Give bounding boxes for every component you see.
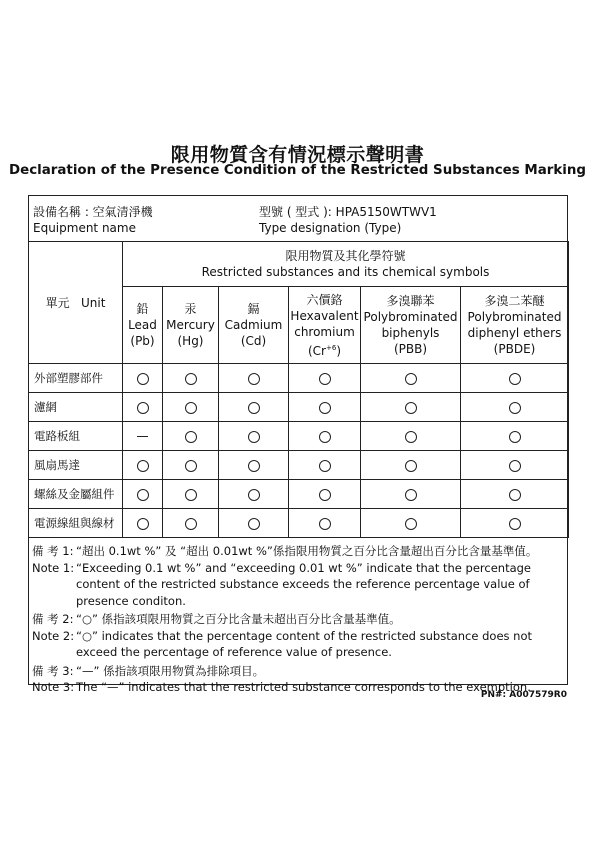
circle-mark-icon xyxy=(248,489,260,501)
circle-mark-icon xyxy=(248,431,260,443)
part-name: 電路板組 xyxy=(29,422,123,451)
circle-mark-icon xyxy=(185,460,197,472)
note-text: The “—” indicates that the restricted substance corresponds to the exemption. xyxy=(76,680,531,694)
substances-group-header xyxy=(123,242,569,287)
substance-mark-cell xyxy=(289,393,361,422)
circle-mark-icon xyxy=(319,373,331,385)
substance-mark-cell xyxy=(461,422,569,451)
circle-mark-icon xyxy=(405,489,417,501)
substance-mark-cell xyxy=(123,509,163,538)
substance-mark-cell xyxy=(123,451,163,480)
note-row xyxy=(32,611,568,628)
circle-mark-icon xyxy=(509,402,521,414)
circle-mark-icon xyxy=(319,489,331,501)
restricted-substances-table xyxy=(28,241,569,538)
circle-mark-icon xyxy=(405,460,417,472)
substance-name-cn: 鎘 xyxy=(247,302,260,316)
substance-symbol-base: (Cr xyxy=(307,343,326,358)
note-row xyxy=(32,560,568,610)
equipment-name-en: Equipment name xyxy=(33,221,136,235)
substance-name-line: Polybrominated xyxy=(363,310,458,324)
substance-mark-cell xyxy=(163,422,219,451)
substance-header-1 xyxy=(163,287,219,364)
substance-mark-cell xyxy=(461,509,569,538)
note-label: 備 考 3: xyxy=(32,663,74,678)
substance-header-4 xyxy=(361,287,461,364)
notes-section xyxy=(32,543,568,696)
substance-mark-cell xyxy=(123,364,163,393)
note-row xyxy=(32,543,568,560)
note-text: “Exceeding 0.1 wt %” and “exceeding 0.01 wt %” indicate that the percentage content of the restricted substance exceeds the reference percentage value of presence conditon. xyxy=(76,560,531,608)
substance-header-3 xyxy=(289,287,361,364)
note-label: 備 考 1: xyxy=(32,544,74,558)
table-row xyxy=(29,364,569,393)
substance-name-cn: 多溴二苯醚 xyxy=(484,294,545,308)
unit-header: 單元 Unit xyxy=(29,242,123,364)
substance-mark-cell xyxy=(219,480,289,509)
type-designation-en: Type designation (Type) xyxy=(259,221,402,235)
circle-mark-icon xyxy=(185,402,197,414)
part-name: 螺絲及金屬組件 xyxy=(29,480,123,509)
substance-symbol xyxy=(289,340,360,359)
part-name: 電源線組與線材 xyxy=(29,509,123,538)
part-name: 風扇馬達 xyxy=(29,451,123,480)
circle-mark-icon xyxy=(509,373,521,385)
substance-name-line: chromium xyxy=(294,324,355,339)
part-number: PN#: A007579R0 xyxy=(480,690,567,700)
substance-mark-cell xyxy=(289,509,361,538)
substance-name-cn: 六價鉻 xyxy=(306,292,343,307)
note-label: Note 3: xyxy=(32,680,75,694)
substance-mark-cell xyxy=(289,451,361,480)
substance-name-line: Mercury xyxy=(166,318,215,332)
substance-header-0 xyxy=(123,287,163,364)
substance-name-line: (PBDE) xyxy=(493,342,536,356)
substances-group-header-cn: 限用物質及其化學符號 xyxy=(285,249,406,263)
circle-mark-icon xyxy=(185,431,197,443)
substance-header-2 xyxy=(219,287,289,364)
substance-mark-cell xyxy=(289,422,361,451)
substance-mark-cell xyxy=(123,480,163,509)
substance-mark-cell xyxy=(163,393,219,422)
substance-mark-cell xyxy=(361,451,461,480)
substance-mark-cell xyxy=(461,480,569,509)
circle-mark-icon xyxy=(509,518,521,530)
substance-mark-cell xyxy=(219,422,289,451)
substance-name-cn: 多溴聯苯 xyxy=(386,294,435,308)
circle-mark-icon xyxy=(137,518,149,530)
circle-mark-icon xyxy=(319,518,331,530)
substance-mark-cell xyxy=(163,364,219,393)
substance-mark-cell xyxy=(461,451,569,480)
circle-mark-icon xyxy=(185,373,197,385)
type-designation-cn: 型號 ( 型式 ): HPA5150WTWV1 xyxy=(259,205,437,219)
circle-mark-icon xyxy=(509,460,521,472)
note-row xyxy=(32,628,568,661)
circle-mark-icon xyxy=(137,402,149,414)
circle-mark-icon xyxy=(137,460,149,472)
circle-mark-icon xyxy=(509,431,521,443)
circle-mark-icon xyxy=(405,518,417,530)
substance-mark-cell xyxy=(461,393,569,422)
dash-mark-icon xyxy=(137,436,148,437)
substance-mark-cell xyxy=(361,364,461,393)
circle-mark-icon xyxy=(185,489,197,501)
document-title-english: Declaration of the Presence Condition of the Restricted Substances Marking xyxy=(9,163,586,178)
substance-name-line: (PBB) xyxy=(393,342,428,356)
table-row xyxy=(29,393,569,422)
substance-name-line: Lead xyxy=(128,318,157,332)
substance-mark-cell xyxy=(219,451,289,480)
substance-mark-cell xyxy=(219,364,289,393)
circle-mark-icon xyxy=(509,489,521,501)
table-row xyxy=(29,509,569,538)
circle-mark-icon xyxy=(137,373,149,385)
substance-mark-cell xyxy=(219,393,289,422)
substance-mark-cell xyxy=(163,509,219,538)
substance-name-line: (Hg) xyxy=(177,334,204,348)
substance-mark-cell xyxy=(289,480,361,509)
type-designation-block xyxy=(259,204,437,236)
equipment-name-cn: 設備名稱 : 空氣清淨機 xyxy=(33,205,153,219)
circle-mark-icon xyxy=(185,518,197,530)
substance-mark-cell xyxy=(163,480,219,509)
substance-mark-cell xyxy=(123,393,163,422)
equipment-name-block xyxy=(33,204,153,236)
substance-name-line: diphenyl ethers xyxy=(467,326,562,340)
substance-mark-cell xyxy=(361,422,461,451)
circle-mark-icon xyxy=(137,489,149,501)
substance-name-cn: 汞 xyxy=(184,302,197,316)
substance-name-line: Cadmium xyxy=(224,318,283,332)
circle-mark-icon xyxy=(248,460,260,472)
circle-mark-icon xyxy=(405,373,417,385)
substance-mark-cell xyxy=(361,393,461,422)
table-row xyxy=(29,480,569,509)
substance-symbol-end: ) xyxy=(336,343,341,358)
substance-mark-cell xyxy=(361,480,461,509)
substance-mark-cell xyxy=(123,422,163,451)
substances-group-header-en: Restricted substances and its chemical symbols xyxy=(201,265,490,279)
circle-mark-icon xyxy=(248,518,260,530)
circle-mark-icon xyxy=(405,431,417,443)
substance-name-line: biphenyls xyxy=(381,326,440,340)
note-label: Note 1: xyxy=(32,560,75,575)
substance-mark-cell xyxy=(289,364,361,393)
circle-mark-icon xyxy=(319,460,331,472)
note-label: 備 考 2: xyxy=(32,612,74,626)
note-text: “○” indicates that the percentage content of the restricted substance does not exceed the percentage of reference value of presence. xyxy=(76,628,532,659)
table-row xyxy=(29,451,569,480)
note-row xyxy=(32,663,568,680)
substance-name-line: Polybrominated xyxy=(467,310,562,324)
note-text: “—” 係指該項限用物質為排除項目。 xyxy=(76,663,265,678)
substance-symbol-charge: +6 xyxy=(325,343,337,352)
substance-name-line: Hexavalent xyxy=(290,308,359,323)
note-text: “超出 0.1wt %” 及 “超出 0.01wt %”係指限用物質之百分比含量超出百分比含量基準值。 xyxy=(76,544,538,558)
substance-mark-cell xyxy=(461,364,569,393)
circle-mark-icon xyxy=(248,402,260,414)
substance-mark-cell xyxy=(163,451,219,480)
circle-mark-icon xyxy=(405,402,417,414)
substance-mark-cell xyxy=(361,509,461,538)
circle-mark-icon xyxy=(319,402,331,414)
part-name: 外部塑膠部件 xyxy=(29,364,123,393)
substance-name-cn: 鉛 xyxy=(136,302,149,316)
note-label: Note 2: xyxy=(32,628,75,643)
note-text: “○” 係指該項限用物質之百分比含量未超出百分比含量基準值。 xyxy=(76,612,401,626)
substance-header-5 xyxy=(461,287,569,364)
document-title-chinese: 限用物質含有情況標示聲明書 xyxy=(170,144,425,166)
table-row xyxy=(29,422,569,451)
circle-mark-icon xyxy=(319,431,331,443)
substance-name-line: (Pb) xyxy=(130,334,155,348)
part-name: 濾網 xyxy=(29,393,123,422)
substance-mark-cell xyxy=(219,509,289,538)
substance-name-line: (Cd) xyxy=(240,334,267,348)
circle-mark-icon xyxy=(248,373,260,385)
